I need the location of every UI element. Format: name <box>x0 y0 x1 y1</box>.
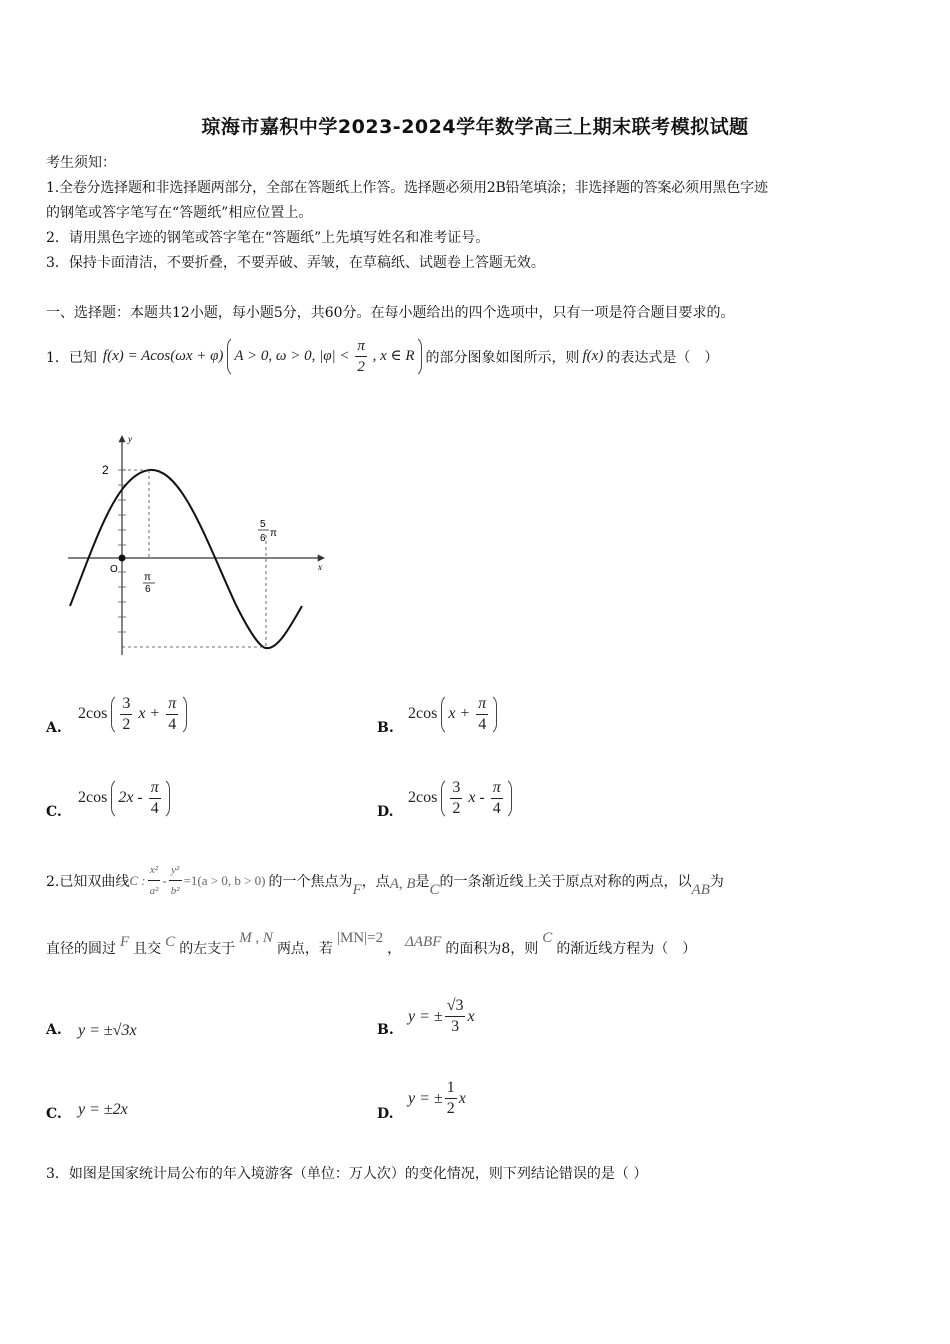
q2-l2-6: 的面积为8，则 <box>445 941 539 957</box>
q2-option-b[interactable] <box>408 996 475 1037</box>
q1-option-b-label[interactable]: B. <box>377 720 394 736</box>
q2-curve: C : <box>129 872 146 888</box>
tick2-pi: π <box>270 528 277 539</box>
q1-a-frac1-num: 3 <box>120 694 132 715</box>
q2-prefix: 2.已知双曲线 <box>46 873 130 890</box>
q1-c-frac <box>149 778 161 819</box>
q1-d-paren <box>441 777 511 820</box>
q1-b-paren <box>441 693 497 736</box>
q2-a2: a² <box>149 885 159 897</box>
q2-b-den: 3 <box>451 1018 460 1035</box>
q2-l2-tri: ΔABF <box>405 933 442 950</box>
q1-b-frac-den: 4 <box>478 716 487 733</box>
q2-l2-3: 的左支于 <box>179 941 236 957</box>
q1-graph <box>66 430 331 660</box>
q1-c-pre: 2cos <box>78 789 108 807</box>
q2-b2: b² <box>170 885 180 897</box>
q1-a-frac1-den: 2 <box>122 716 131 733</box>
q1-c-frac-num: π <box>149 778 161 799</box>
q1-prefix: 1．已知 <box>46 349 97 366</box>
q2-option-d[interactable] <box>408 1078 466 1119</box>
notice-item-3: 3．保持卡面清洁，不要折叠，不要弄破、弄皱，在草稿纸、试题卷上答题无效。 <box>46 255 545 271</box>
q1-b-mid: x + <box>448 705 471 723</box>
notice-item-1a: 1.全卷分选择题和非选择题两部分，全部在答题纸上作答。选择题必须用2B铅笔填涂；非选择题的答案必须用黑色字迹 <box>46 180 768 196</box>
q2-l2-C2: C <box>542 929 553 946</box>
x-axis-label: x <box>318 562 322 572</box>
q1-b-pre: 2cos <box>408 705 438 723</box>
q1-a-pre: 2cos <box>78 705 108 723</box>
notice-item-1b: 的钢笔或答字笔写在“答题纸”相应位置上。 <box>46 205 313 221</box>
q2-l2-5: ， <box>387 941 402 957</box>
q2-l2-F: F <box>120 933 130 950</box>
q1-option-b[interactable] <box>408 693 497 736</box>
q1-a-mid: x + <box>138 705 161 723</box>
q1-a-frac2 <box>166 694 178 735</box>
q2-x2: x² <box>148 860 161 881</box>
q1-d-frac2-den: 4 <box>492 800 501 817</box>
q2-l2-4: 两点，若 <box>276 941 333 957</box>
notice-heading: 考生须知： <box>46 155 116 171</box>
q2-l2-1: 直径的圆过 <box>46 941 116 957</box>
ymax-label: 2 <box>102 463 109 477</box>
q1-cond-fraction <box>355 336 367 377</box>
q2-d-num: 1 <box>445 1078 457 1099</box>
q1-d-frac2-num: π <box>491 778 503 799</box>
q1-cond: A > 0, ω > 0, |φ| < <box>234 347 350 364</box>
q2-option-a-label[interactable]: A. <box>46 1022 62 1038</box>
q2-l2-MN: M , N <box>239 929 273 946</box>
q1-a-frac1 <box>120 694 132 735</box>
section-1-heading: 一、选择题：本题共12小题，每小题5分，共60分。在每小题给出的四个选项中，只有一项是符合题目要求的。 <box>46 305 735 321</box>
q1-fx: f(x) <box>582 348 604 364</box>
q2-l2-abs: |MN|=2 <box>336 929 384 946</box>
q1-d-frac1-den: 2 <box>452 800 461 817</box>
q2-option-a[interactable]: y = ±√3x <box>78 1022 137 1039</box>
q2-option-d-label[interactable]: D. <box>377 1106 394 1122</box>
question-1 <box>46 335 718 378</box>
q1-option-c-label[interactable]: C. <box>46 804 62 820</box>
q2-l2-2: 且交 <box>133 941 162 957</box>
q1-d-frac2 <box>491 778 503 819</box>
q2-t3: 是 <box>415 873 430 890</box>
cosine-curve <box>70 470 302 648</box>
q2-b-pre: y = ± <box>408 1007 443 1025</box>
q2-minus: - <box>162 872 167 888</box>
q1-b-frac <box>476 694 488 735</box>
q1-option-d[interactable] <box>408 777 512 820</box>
origin-label: O <box>110 564 118 575</box>
q2-d-frac <box>445 1078 457 1119</box>
q2-t2: ，点 <box>361 873 390 890</box>
page-title: 琼海市嘉积中学2023-2024学年数学高三上期末联考模拟试题 <box>201 116 749 138</box>
question-2-line-1 <box>46 860 724 901</box>
q1-option-a[interactable] <box>78 693 187 736</box>
q1-c-paren <box>111 777 169 820</box>
notice-item-2: 2．请用黑色字迹的钢笔或答字笔在“答题纸”上先填写姓名和准考证号。 <box>46 230 490 246</box>
q2-t1: 的一个焦点为 <box>268 873 353 890</box>
q1-c-frac-den: 4 <box>150 800 159 817</box>
q2-frac-y <box>169 860 182 901</box>
q2-b-post: x <box>467 1007 475 1025</box>
q2-y2: y² <box>169 860 182 881</box>
tick1-num: π <box>144 572 151 583</box>
question-2-line-2 <box>46 929 697 958</box>
q2-C: C <box>429 882 440 898</box>
q1-d-frac1-num: 3 <box>450 778 462 799</box>
q2-frac-x <box>148 860 161 901</box>
origin-dot <box>119 555 126 562</box>
tick2-den: 6 <box>260 533 266 544</box>
q2-t5: 为 <box>709 873 724 890</box>
q2-AB: A, B <box>389 876 416 892</box>
q1-d-frac1 <box>450 778 462 819</box>
q2-d-post: x <box>458 1089 466 1107</box>
q2-eq: =1(a > 0, b > 0) <box>183 872 266 888</box>
q1-suffix: 的部分图象如图所示，则 <box>425 349 580 366</box>
q2-option-c[interactable]: y = ±2x <box>78 1101 128 1118</box>
q1-conditions <box>227 335 421 378</box>
q1-option-d-label[interactable]: D. <box>377 804 394 820</box>
q1-option-c[interactable] <box>78 777 170 820</box>
q1-cond-tail: , x ∈ R <box>372 347 415 364</box>
tick1-den: 6 <box>145 584 151 595</box>
q2-t4: 的一条渐近线上关于原点对称的两点，以 <box>439 873 692 890</box>
q2-option-c-label[interactable]: C. <box>46 1106 62 1122</box>
q1-cond-frac-den: 2 <box>357 359 365 375</box>
q1-d-pre: 2cos <box>408 789 438 807</box>
q1-cond-frac-num: π <box>355 336 367 357</box>
q2-AB2: AB <box>691 882 710 898</box>
tick2-num: 5 <box>260 519 266 530</box>
q1-a-frac2-den: 4 <box>168 716 177 733</box>
y-axis-label: y <box>128 434 132 444</box>
q2-F: F <box>352 882 362 898</box>
q1-a-frac2-num: π <box>166 694 178 715</box>
q2-d-pre: y = ± <box>408 1089 443 1107</box>
question-3: 3．如图是国家统计局公布的年入境游客（单位：万人次）的变化情况，则下列结论错误的是（ ） <box>46 1166 648 1182</box>
q2-b-num: √3 <box>445 996 466 1017</box>
q2-d-den: 2 <box>446 1100 455 1117</box>
q1-function: f(x) = Acos(ωx + φ) <box>102 348 224 364</box>
q1-option-a-label[interactable]: A. <box>46 720 62 736</box>
q2-l2-7: 的渐近线方程为（ ） <box>556 941 697 957</box>
q2-option-b-label[interactable]: B. <box>377 1022 394 1038</box>
q1-a-paren <box>111 693 187 736</box>
q2-l2-C: C <box>165 933 176 950</box>
q1-c-mid: 2x - <box>118 789 143 807</box>
q1-suffix-2: 的表达式是（ ） <box>606 349 719 366</box>
q1-d-mid: x - <box>468 789 485 807</box>
q1-b-frac-num: π <box>476 694 488 715</box>
q2-b-frac <box>445 996 466 1037</box>
